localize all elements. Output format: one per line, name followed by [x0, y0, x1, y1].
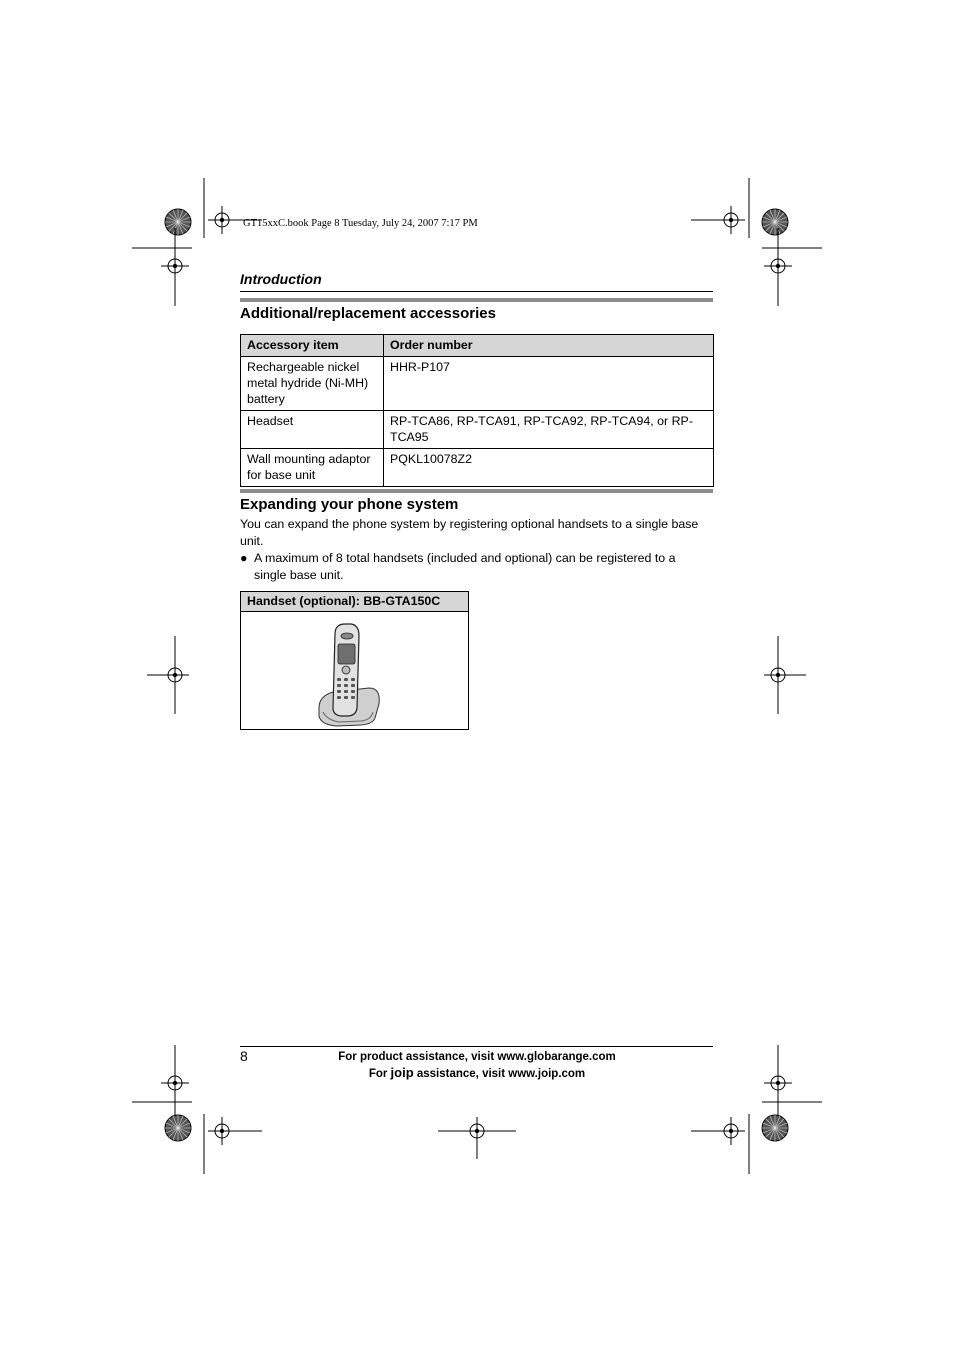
footer-line-1: For product assistance, visit www.globarange.com — [338, 1051, 616, 1063]
accessory-item: Headset — [241, 411, 384, 449]
handset-label: Handset (optional): BB-GTA150C — [241, 592, 468, 612]
expanding-intro: You can expand the phone system by registering optional handsets to a single base unit. — [240, 517, 699, 548]
table-row — [241, 411, 714, 449]
bullet-icon: ● — [240, 551, 248, 565]
table-row — [241, 449, 714, 487]
expanding-heading: Expanding your phone system — [240, 496, 459, 513]
order-number: PQKL10078Z2 — [384, 449, 714, 487]
print-info: GT15xxC.book Page 8 Tuesday, July 24, 2007 7:17 PM — [243, 218, 478, 229]
section-label: Introduction — [240, 271, 322, 287]
footer-line-2 — [337, 1065, 617, 1082]
table-header-row — [241, 335, 714, 357]
footer-line-2-prefix: For — [368, 1068, 388, 1080]
accessory-item: Rechargeable nickel metal hydride (Ni-MH) battery — [241, 357, 384, 411]
heading-rule — [240, 489, 713, 493]
column-header: Accessory item — [241, 335, 384, 357]
footer-assistance — [337, 1049, 617, 1082]
bullet-text: A maximum of 8 total handsets (included and optional) can be registered to a single base unit. — [254, 551, 676, 582]
heading-rule — [240, 298, 713, 302]
footer-line-2-suffix: assistance, visit www.joip.com — [416, 1068, 586, 1080]
joip-logo: joip — [390, 1065, 414, 1080]
order-number: RP-TCA86, RP-TCA91, RP-TCA92, RP-TCA94, or RP-TCA95 — [384, 411, 714, 449]
order-number: HHR-P107 — [384, 357, 714, 411]
column-header: Order number — [384, 335, 714, 357]
footer-divider — [240, 1046, 713, 1047]
cordless-handset-icon — [241, 612, 468, 730]
accessory-item: Wall mounting adaptor for base unit — [241, 449, 384, 487]
section-divider — [240, 291, 713, 292]
accessories-table — [240, 334, 714, 487]
table-row — [241, 357, 714, 411]
page-number: 8 — [240, 1048, 248, 1064]
handset-box — [240, 591, 469, 730]
accessories-heading: Additional/replacement accessories — [240, 305, 496, 322]
